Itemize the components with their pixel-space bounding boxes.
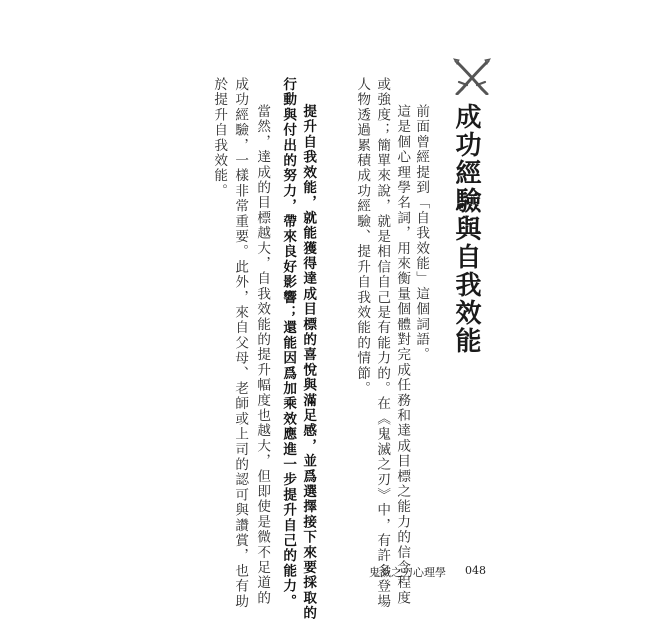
paragraph-1-line-1: 前面曾經提到「自我效能」這個詞語。 [413,104,430,363]
paragraph-3-line-1: 提升自我效能，就能獲得達成目標的喜悅與滿足感，並爲選擇接下來要採取的 [300,104,317,621]
crossed-swords-icon [452,57,492,95]
paragraph-3-line-2: 行動與付出的努力，帶來良好影響；還能因爲加乘效應進一步提升自己的能力。 [280,77,297,609]
page-title: 成功經驗與自我效能 [451,103,481,355]
paragraph-2-line-2: 或強度；簡單來說，就是相信自己是有能力的。在《鬼滅之刃》中，有許多登場 [374,77,391,609]
page-number: 048 [465,564,486,577]
footer-book-title: 鬼滅之刃心理學 [369,566,446,579]
paragraph-4-line-1: 當然，達成的目標越大，自我效能的提升幅度也越大，但即使是微不足道的 [254,104,271,606]
paragraph-4-line-3: 於提升自我效能。 [211,77,228,199]
paragraph-4-line-2: 成功經驗，一樣非常重要。此外，來自父母、老師或上司的認可與讚賞，也有助 [232,77,249,609]
paragraph-2-line-3: 人物透過累積成功經驗、提升自我效能的情節。 [354,77,371,397]
paragraph-2-line-1: 這是個心理學名詞，用來衡量個體對完成任務和達成目標之能力的信念程度 [394,104,411,606]
